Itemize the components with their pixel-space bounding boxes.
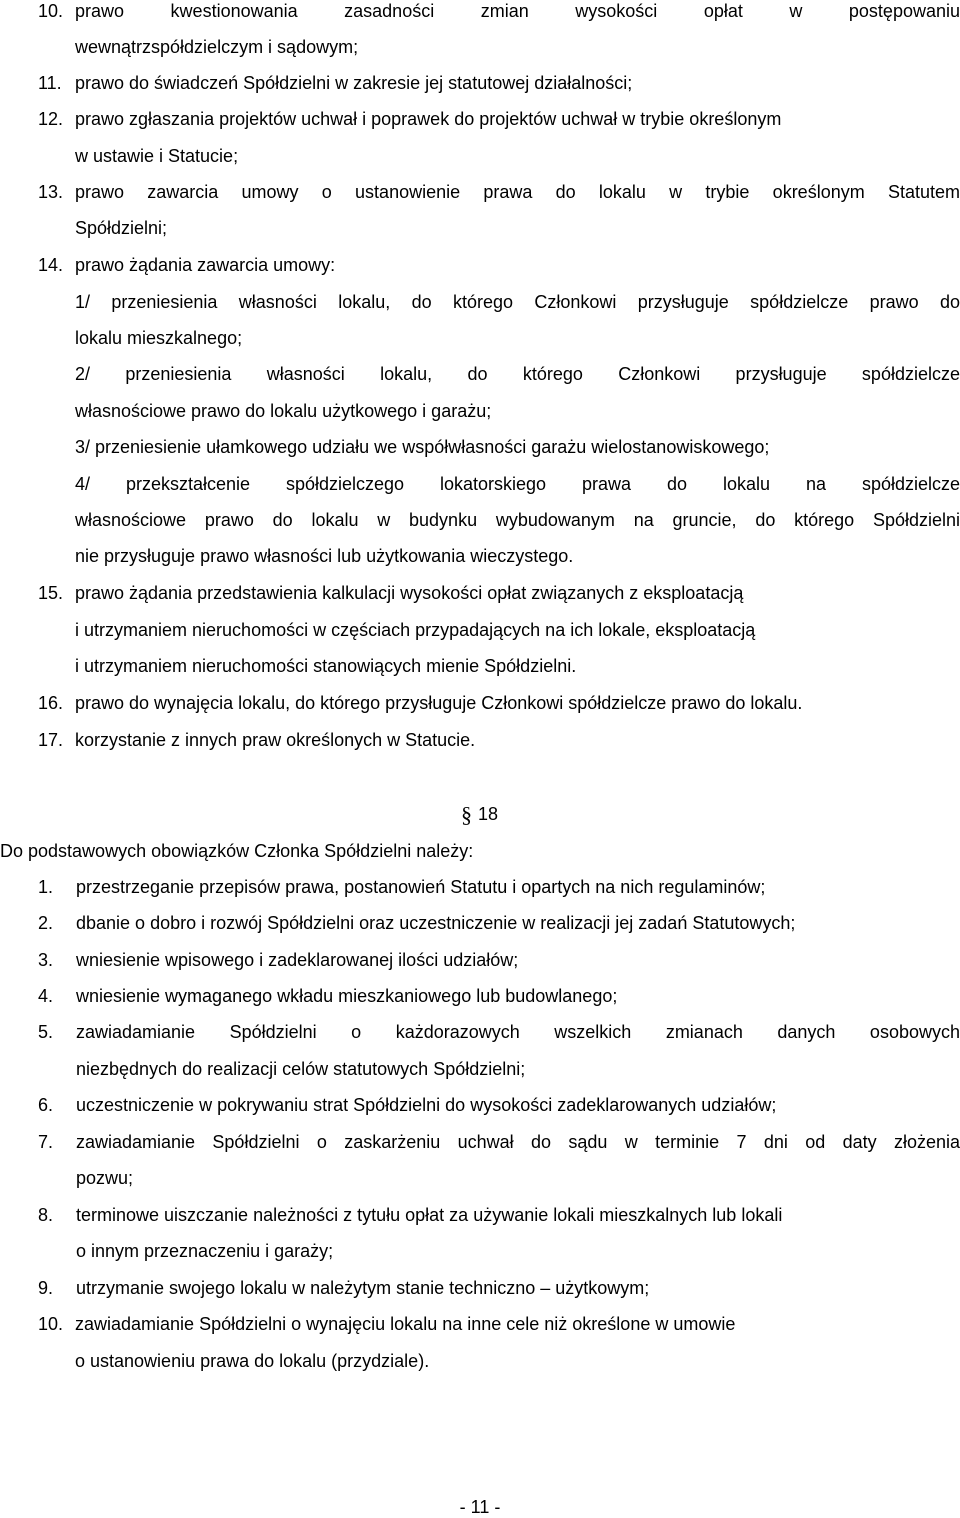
section-number: 18 xyxy=(478,804,499,824)
list-item xyxy=(0,0,960,22)
sub-item xyxy=(0,363,960,385)
list-item-continuation xyxy=(0,509,960,531)
item-line: prawo żądania zawarcia umowy: xyxy=(75,255,336,275)
item-line: wniesienie wymaganego wkładu mieszkaniowego lub budowlanego; xyxy=(76,986,618,1006)
item-line: własnościowe prawo do lokalu w budynku wybudowanym na gruncie, do którego Spółdzielni xyxy=(75,510,960,530)
item-line: lokalu mieszkalnego; xyxy=(75,328,243,348)
item-number: 3. xyxy=(38,950,54,970)
sub-item xyxy=(0,436,960,458)
item-line: w ustawie i Statucie; xyxy=(75,146,239,166)
item-line: uczestniczenie w pokrywaniu strat Spółdzielni do wysokości zadeklarowanych udziałów; xyxy=(76,1095,777,1115)
list-item-continuation xyxy=(0,1240,960,1262)
paragraph-sign-icon xyxy=(460,802,476,828)
list-item-continuation xyxy=(0,1350,960,1372)
list-item xyxy=(0,1021,960,1043)
item-number: 9. xyxy=(38,1278,54,1298)
item-line: o ustanowieniu prawa do lokalu (przydziale). xyxy=(75,1351,430,1371)
list-item xyxy=(0,1094,960,1116)
item-line: 4/ przekształcenie spółdzielczego lokatorskiego prawa do lokalu na spółdzielcze xyxy=(75,474,960,494)
item-line: zawiadamianie Spółdzielni o zaskarżeniu uchwał do sądu w terminie 7 dni od daty złożenia xyxy=(76,1132,960,1152)
item-line: prawo do świadczeń Spółdzielni w zakresie jej statutowej działalności; xyxy=(75,73,633,93)
item-line: zawiadamianie Spółdzielni o każdorazowych wszelkich zmianach danych osobowych xyxy=(76,1022,960,1042)
svg-text:§: § xyxy=(461,802,472,827)
item-line: utrzymanie swojego lokalu w należytym stanie techniczno – użytkowym; xyxy=(76,1278,650,1298)
item-line: dbanie o dobro i rozwój Spółdzielni oraz uczestniczenie w realizacji jej zadań Statutowych; xyxy=(76,913,796,933)
list-item xyxy=(0,692,960,714)
sub-item xyxy=(0,473,960,495)
list-item-continuation xyxy=(0,545,960,567)
list-item-continuation xyxy=(0,619,960,641)
item-number: 2. xyxy=(38,913,54,933)
item-line: 2/ przeniesienia własności lokalu, do którego Członkowi przysługuje spółdzielcze xyxy=(75,364,960,384)
list-item xyxy=(0,582,960,604)
item-line: zawiadamianie Spółdzielni o wynajęciu lokalu na inne cele niż określone w umowie xyxy=(75,1314,736,1334)
item-number: 10. xyxy=(38,1,64,21)
item-line: przestrzeganie przepisów prawa, postanowień Statutu i opartych na nich regulaminów; xyxy=(76,877,766,897)
list-item xyxy=(0,1131,960,1153)
list-item xyxy=(0,949,960,971)
item-number: 15. xyxy=(38,583,64,603)
section-intro xyxy=(0,840,960,862)
item-line: prawo żądania przedstawienia kalkulacji wysokości opłat związanych z eksploatacją xyxy=(75,583,744,603)
list-item xyxy=(0,108,960,130)
item-line: 1/ przeniesienia własności lokalu, do którego Członkowi przysługuje spółdzielcze prawo do xyxy=(75,292,960,312)
list-item xyxy=(0,912,960,934)
list-item xyxy=(0,1313,960,1335)
item-line: niezbędnych do realizacji celów statutowych Spółdzielni; xyxy=(76,1059,526,1079)
list-item-continuation xyxy=(0,217,960,239)
item-line: prawo zgłaszania projektów uchwał i poprawek do projektów uchwał w trybie określonym xyxy=(75,109,782,129)
list-item xyxy=(0,729,960,751)
page-number: - 11 - xyxy=(459,1497,501,1517)
list-item xyxy=(0,876,960,898)
list-item xyxy=(0,254,960,276)
item-number: 17. xyxy=(38,730,64,750)
item-line: nie przysługuje prawo własności lub użytkowania wieczystego. xyxy=(75,546,574,566)
list-item xyxy=(0,1204,960,1226)
list-item xyxy=(0,985,960,1007)
item-number: 7. xyxy=(38,1132,54,1152)
item-line: prawo do wynajęcia lokalu, do którego przysługuje Członkowi spółdzielcze prawo do lokalu. xyxy=(75,693,803,713)
list-item-continuation xyxy=(0,145,960,167)
item-line: Spółdzielni; xyxy=(75,218,168,238)
list-item xyxy=(0,72,960,94)
sub-item xyxy=(0,291,960,313)
list-item xyxy=(0,181,960,203)
item-line: i utrzymaniem nieruchomości stanowiących mienie Spółdzielni. xyxy=(75,656,577,676)
item-line: wniesienie wpisowego i zadeklarowanej ilości udziałów; xyxy=(76,950,519,970)
list-item-continuation xyxy=(0,400,960,422)
list-item xyxy=(0,1277,960,1299)
item-number: 13. xyxy=(38,182,64,202)
list-item-continuation xyxy=(0,36,960,58)
item-line: pozwu; xyxy=(76,1168,134,1188)
item-number: 6. xyxy=(38,1095,54,1115)
list-item-continuation xyxy=(0,1058,960,1080)
item-line: i utrzymaniem nieruchomości w częściach przypadających na ich lokale, eksploatacją xyxy=(75,620,756,640)
item-line: prawo zawarcia umowy o ustanowienie prawa do lokalu w trybie określonym Statutem xyxy=(75,182,960,202)
list-item-continuation xyxy=(0,655,960,677)
item-line: wewnątrzspółdzielczym i sądowym; xyxy=(75,37,359,57)
item-number: 8. xyxy=(38,1205,54,1225)
item-line: o innym przeznaczeniu i garaży; xyxy=(76,1241,334,1261)
item-line: korzystanie z innych praw określonych w Statucie. xyxy=(75,730,476,750)
intro-text: Do podstawowych obowiązków Członka Spółdzielni należy: xyxy=(0,841,474,861)
section-heading xyxy=(460,802,500,828)
list-item-continuation xyxy=(0,327,960,349)
item-line: 3/ przeniesienie ułamkowego udziału we współwłasności garażu wielostanowiskowego; xyxy=(75,437,770,457)
item-number: 14. xyxy=(38,255,64,275)
item-line: prawo kwestionowania zasadności zmian wysokości opłat w postępowaniu xyxy=(75,1,960,21)
list-item-continuation xyxy=(0,1167,960,1189)
item-line: terminowe uiszczanie należności z tytułu opłat za używanie lokali mieszkalnych lub lokali xyxy=(76,1205,783,1225)
item-number: 12. xyxy=(38,109,64,129)
item-number: 10. xyxy=(38,1314,64,1334)
item-number: 5. xyxy=(38,1022,54,1042)
item-number: 16. xyxy=(38,693,64,713)
item-number: 1. xyxy=(38,877,54,897)
item-number: 4. xyxy=(38,986,54,1006)
item-number: 11. xyxy=(38,73,62,93)
item-line: własnościowe prawo do lokalu użytkowego i garażu; xyxy=(75,401,492,421)
